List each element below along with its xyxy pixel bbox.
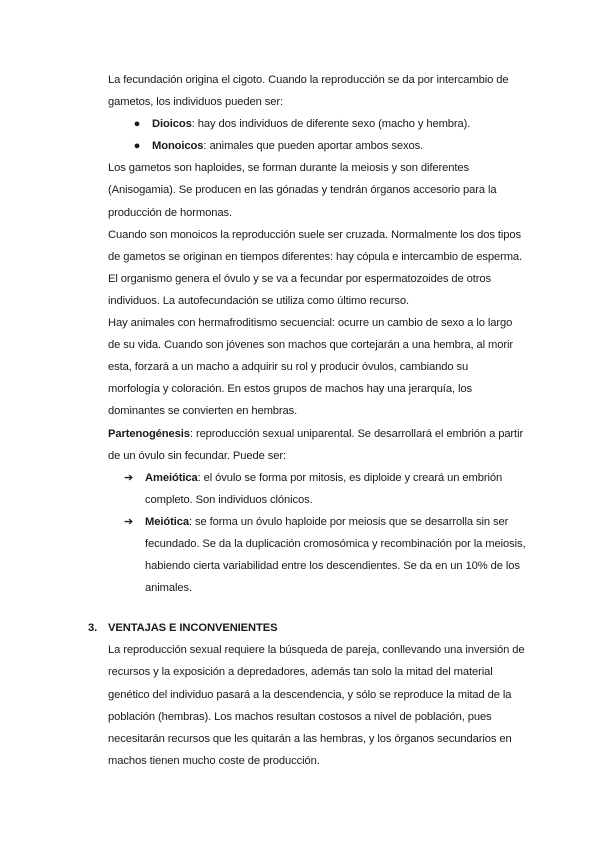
section-heading [88, 617, 528, 639]
text-line: producción de hormonas. [108, 206, 232, 219]
list-item-dioicos [108, 113, 528, 135]
section-title: VENTAJAS E INCONVENIENTES [108, 622, 278, 635]
text-line: habiendo cierta variabilidad entre los descendientes. Se da en un 10% de los [145, 560, 520, 573]
list-item-ameiotica [108, 467, 528, 489]
text-line: (Anisogamia). Se producen en las gónadas y tendrán órganos accesorio para la [108, 184, 497, 197]
term-meiotica: Meiótica [145, 515, 189, 528]
definition-text: : animales que pueden aportar ambos sexos. [203, 140, 424, 153]
text-line: de gametos se originan en tiempos diferentes: hay cópula e intercambio de esperma. [108, 250, 523, 263]
text-line: fecundado. Se da la duplicación cromosómica y recombinación por la meiosis, [145, 537, 526, 550]
text-line: de un óvulo sin fecundar. Puede ser: [108, 449, 287, 462]
term-monoicos: Monoicos [152, 140, 204, 153]
text-line: completo. Son individuos clónicos. [145, 493, 313, 506]
text-line: La reproducción sexual requiere la búsqueda de pareja, conllevando una inversión de [108, 644, 525, 657]
arrow-icon: ➔ [124, 471, 134, 484]
document-body [88, 69, 528, 772]
text-line: Hay animales con hermafroditismo secuencial: ocurre un cambio de sexo a lo largo [108, 317, 513, 330]
text-line: Cuando son monoicos la reproducción suele ser cruzada. Normalmente los dos tipos [108, 228, 521, 241]
text-line: necesitarán recursos que les quitarán a las hembras, y los órganos secundarios en [108, 732, 512, 745]
arrow-icon: ➔ [124, 515, 134, 528]
text-line: esta, forzará a un macho a adquirir su rol y producir óvulos, cambiando su [108, 361, 469, 374]
text-line: dominantes se convierten en hembras. [108, 405, 298, 418]
bullet-icon: ● [133, 118, 141, 131]
text-line: recursos y la exposición a depredadores, además tan solo la mitad del material [108, 666, 493, 679]
text-line: Los gametos son haploides, se forman durante la meiosis y son diferentes [108, 162, 469, 175]
definition-text: : el óvulo se forma por mitosis, es diploide y creará un embrión [197, 471, 503, 484]
definition-text: : hay dos individuos de diferente sexo (macho y hembra). [191, 118, 471, 131]
text-line: genético del individuo pasará a la descendencia, y sólo se reproduce la mitad de la [108, 688, 512, 701]
term-ameiotica: Ameiótica [145, 471, 198, 484]
term-partenogenesis: Partenogénesis [108, 427, 190, 440]
text-line: población (hembras). Los machos resultan costosos a nivel de población, pues [108, 710, 492, 723]
text-line: El organismo genera el óvulo y se va a fecundar por espermatozoides de otros [108, 272, 491, 285]
text-line: animales. [145, 582, 192, 595]
bullet-icon: ● [133, 140, 141, 153]
section-spacer [108, 599, 528, 617]
text-line: La fecundación origina el cigoto. Cuando la reproducción se da por intercambio de [108, 74, 509, 86]
text-line: machos tienen mucho coste de producción. [108, 754, 320, 767]
list-item-meiotica [108, 511, 528, 533]
definition-text: : se forma un óvulo haploide por meiosis que se desarrolla sin ser [188, 515, 509, 528]
text-line: individuos. La autofecundación se utiliza como último recurso. [108, 294, 410, 307]
text-line: gametos, los individuos pueden ser: [108, 96, 283, 109]
definition-text: : reproducción sexual uniparental. Se desarrollará el embrión a partir [189, 427, 524, 440]
term-dioicos: Dioicos [152, 118, 192, 131]
partenogenesis-definition [108, 423, 528, 445]
text-line: de su vida. Cuando son jóvenes son machos que cortejarán a una hembra, al morir [108, 339, 514, 352]
text-line: morfología y coloración. En estos grupos de machos hay una jerarquía, los [108, 383, 472, 396]
section-number: 3. [88, 622, 98, 635]
list-item-monoicos [108, 135, 528, 157]
